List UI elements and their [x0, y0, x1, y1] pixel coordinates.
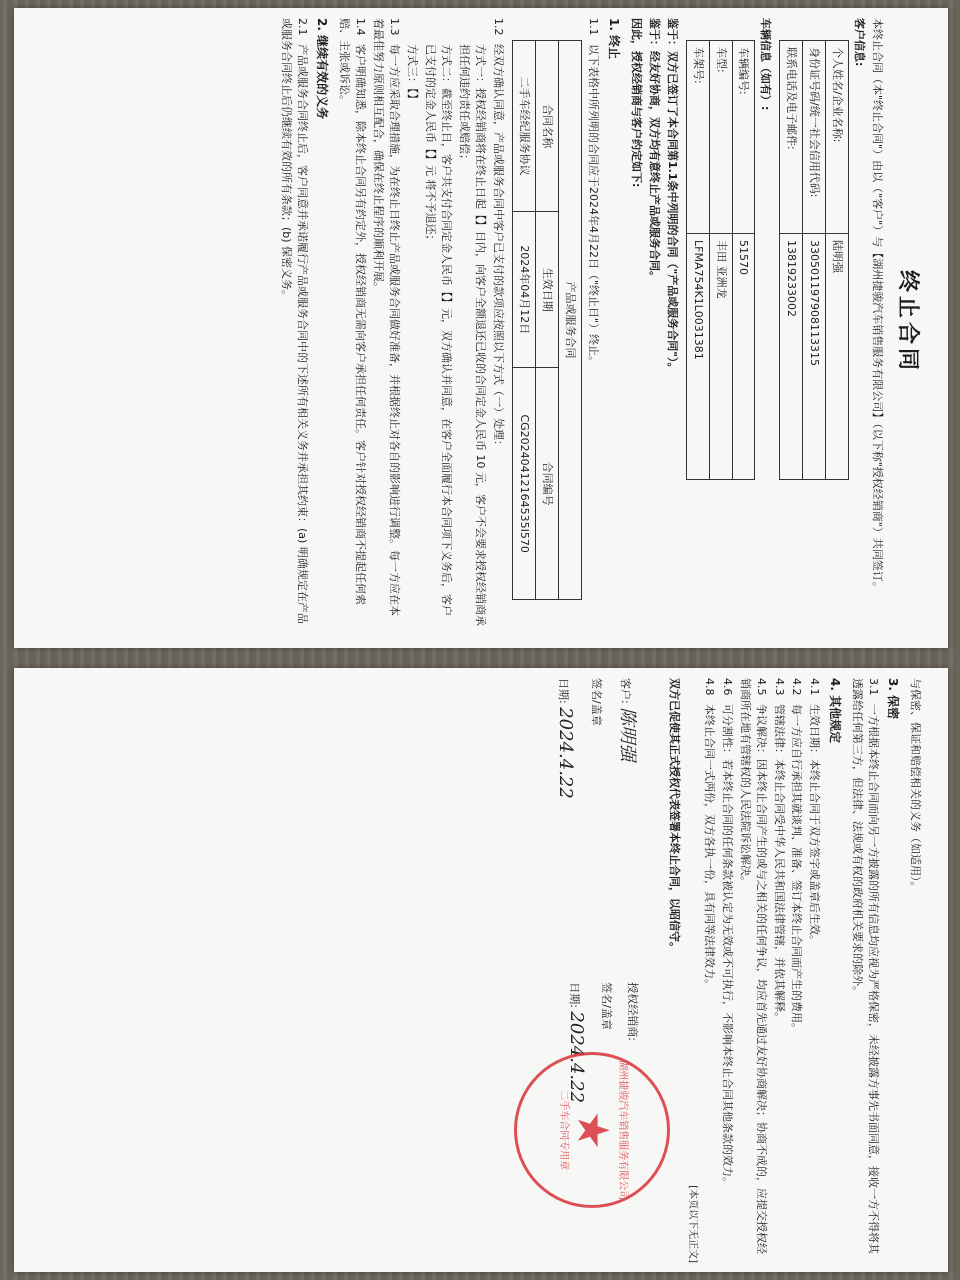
clause-4-1: 生效日期：本终止合同于双方签字或盖章后生效。 [808, 704, 822, 946]
section-1-heading: 1. 终止 [606, 18, 621, 60]
clause-1-4: 客户明确知悉，除本终止合同另有约定外，授权经销商无需向客户承担任何责任。客户针对授权经销商不提起任何索赔、主张或诉讼。 [338, 18, 368, 605]
table-row: 产品或服务合同 [558, 41, 581, 600]
page-2-content: 与保密、保证和赔偿相关的义务（如适用）。 3. 保密 3.1一方根据本终止合同而向另一方披露的所有信息均应视为严格保密，未经披露方事先书面同意，接收一方不得将其透露给任何第三方，但法律、法规或有权的政府机关要求的除外。 4. 其他规定 4.1生效日期：本终止合同于双方签字或盖章后生效。 4.2每一方应自行承担其就谈判、准备、签订本终止合同而产生的费用。 4.3管辖法律：本终止合同受中华人民共和国法律管辖，并依其解释。 4.5争议解决：因本终止合同产生的或与之相关的任何争议，均应首先通过友好协商解决；协商不成的，应提交授权经销商所在地有管辖权的人民法院诉讼解决。 4.6可分割性：若本终止合同的任何条款被认定为无效或不可执行，不影响本终止合同其他条款的效力。 4.8本终止合同一式两份，双方各执一份，具有同等法律效力。 [本页以下无正文] 双方已促使其正式授权代表签署本终止合同，以昭信守。 客户: 陈明强 签名/盖章 日期: 2024.4.22 授权经销商: 签名/盖章 日期: 2024.4.22 湖州捷骏汽车销售服务有限公司 ★ 二手车合同专用章 [20, 678, 925, 1263]
company-seal: 湖州捷骏汽车销售服务有限公司 ★ 二手车合同专用章 [514, 1052, 670, 1208]
clause-2-1: 产品或服务合同终止后，客户同意并承诺履行产品或服务合同中的下述所有相关义务并承担其约束：(a) 明确规定在产品或服务合同终止后仍继续有效的所有条款；(b) 保密义务。 [280, 18, 309, 624]
customer-signature-block [542, 678, 650, 959]
table-row: 合同名称 生效日期 合同编号 [535, 41, 558, 600]
no-text-note: [本页以下无正文] [686, 1185, 698, 1263]
table-row: 二手车经纪服务协议 2024年04月12日 CG20240412164535I570 [512, 41, 535, 600]
customer-signature: 陈明强 [617, 707, 639, 762]
customer-heading: 客户信息: [853, 18, 867, 67]
customer-label: 客户: [619, 678, 633, 704]
table-row: 车辆编号: 51570 [732, 41, 755, 480]
clause-4-8: 本终止合同一式两份，双方各执一份，具有同等法律效力。 [702, 704, 716, 990]
dealer-date: 2024.4.22 [565, 1011, 587, 1104]
whereas-1: 鉴于：双方已签订了本合同第1.1条中列明的合同（"产品或服务合同"）。 [665, 18, 679, 374]
contract-table [512, 40, 582, 600]
dealer-sign-label: 签名/盖章 [600, 982, 614, 1030]
whereas-3: 因此，授权经销商与客户约定如下: [629, 18, 643, 188]
table-row: 车型: 丰田 亚洲龙 [709, 41, 732, 480]
continued-text: 与保密、保证和赔偿相关的义务（如适用）。 [909, 678, 922, 893]
clause-1-2-option-2: 方式二：截至终止日，客户共支付合同定金人民币【】元，双方确认并同意，在客户全面履行本合同项下义务后，客户已支付的定金人民币【】元 将不予退还； [423, 44, 453, 616]
clause-1-2: 经双方确认同意，产品或服务合同中客户已支付的款项应按照以下方式（一）处理： [491, 44, 505, 451]
table-row: 车架号: LFMA754K1L0031381 [686, 41, 709, 480]
signature-section [542, 678, 650, 1263]
section-2-heading: 2. 继续有效的义务 [315, 18, 330, 120]
section-3-heading: 3. 保密 [886, 678, 901, 720]
clause-4-2: 每一方应自行承担其就谈判、准备、签订本终止合同而产生的费用。 [790, 704, 804, 1034]
clause-4-6: 可分割性：若本终止合同的任何条款被认定为无效或不可执行，不影响本终止合同其他条款的效力。 [720, 704, 734, 1188]
dealer-date-label: 日期: [567, 982, 581, 1008]
intro-text: 本终止合同（本"终止合同"）由以（"客户"）与【湖州捷骏汽车销售服务有限公司】（以下称"授权经销商"）共同签订。 [871, 18, 885, 593]
dealer-label: 授权经销商: [626, 982, 640, 1041]
dealer-signature-block [542, 982, 650, 1263]
table-row: 联系电话及电子邮件: 13819233002 [780, 41, 803, 480]
table-row: 个人姓名/企业名称: 陆明强 [826, 41, 849, 480]
whereas-2: 鉴于：经友好协商，双方均有意终止产品或服务合同。 [647, 18, 661, 282]
table-row: 身份证号码/统一社会信用代码: 330501197908113315 [803, 41, 826, 480]
vehicle-heading: 车辆信息（如有）: [759, 18, 773, 111]
customer-info-table [779, 40, 849, 480]
section-4-heading: 4. 其他规定 [827, 678, 842, 744]
clause-1-2-option-1: 方式一：授权经销商将在终止日起【】日内，向客户全额退还已收的合同定金人民币 10 元，客户不会要求授权经销商承担任何违约责任或赔偿； [457, 44, 487, 626]
clause-1-2-option-3: 方式三：【】 [406, 44, 420, 105]
clause-4-3: 管辖法律：本终止合同受中华人民共和国法律管辖，并依其解释。 [772, 704, 786, 1023]
closing-statement: 双方已促使其正式授权代表签署本终止合同，以昭信守。 [668, 678, 682, 953]
document-title: 终止合同 [895, 269, 920, 374]
customer-date: 2024.4.22 [555, 707, 577, 799]
clause-3-1: 一方根据本终止合同而向另一方披露的所有信息均应视为严格保密，未经披露方事先书面同意，接收一方不得将其透露给任何第三方，但法律、法规或有权的政府机关要求的除外。 [850, 678, 880, 1254]
star-icon: ★ [567, 1110, 619, 1150]
customer-date-label: 日期: [557, 678, 571, 704]
page-1-content: 终止合同 本终止合同（本"终止合同"）由以（"客户"）与【湖州捷骏汽车销售服务有限公司】（以下称"授权经销商"）共同签订。 客户信息: 个人姓名/企业名称: 陆明强 身份证号码/统一社会信用代码: 330501197908113315 联系电话及电子邮件: 13819233002 车辆信息（如有）: 车辆编号: 51570 车型: 丰田 亚洲龙 车架号: LFMA754K1L0031381 鉴于：双方已签订了本合同第1.1条中列明的合同（"产品或服务合同"）。 鉴于：经友好协商，双方均有意终止产品或服务合同。 因此，授权经销商与客户约定如下: 1. 终止 1.1以下表格中所列明的合同应于2024年4月22日（"终止日"）终止。 产品或服务合同 合同名称 生效日期 合同编号 二手车经纪服务协议 2024年04月12日 CG20240412164535I570 1.2经双方确认同意，产品或服务合同中客户已支付的款项应按照以下方式（一）处理： 方式一：授权经销商将在终止日起【】日内，向客户全额退还已收的合同定金人民币 10 元，客户不会要求授权经销商承担任何违约责任或赔偿； 方式二：截至终止日，客户共支付合同定金人民币【】元，双方确认并同意，在客户全面履行本合同项下义务后，客户已支付的定金人民币【】元 将不予退还； 方式三：【】 1.3每一方应采取合理措施，为在终止日终止产品或服务合同做好准备，并根据终止对各自的影响进行调整。每一方应在本着最佳努力原则相互配合，确保在终止程序的顺利开展。 1.4客户明确知悉，除本终止合同另有约定外，授权经销商无需向客户承担任何责任。客户针对授权经销商不提起任何索赔、主张或诉讼。 2. 继续有效的义务 2.1产品或服务合同终止后，客户同意并承诺履行产品或服务合同中的下述所有相关义务并承担其约束：(a) 明确规定在产品或服务合同终止后仍继续有效的所有条款；(b) 保密义务。 [20, 18, 925, 626]
customer-sign-label: 签名/盖章 [590, 678, 604, 726]
vehicle-info-table [686, 40, 756, 480]
clause-1-3: 每一方应采取合理措施，为在终止日终止产品或服务合同做好准备，并根据终止对各自的影响进行调整。每一方应在本着最佳努力原则相互配合，确保在终止程序的顺利开展。 [372, 18, 402, 616]
clause-1-1: 以下表格中所列明的合同应于2024年4月22日（"终止日"）终止。 [587, 44, 601, 368]
clause-4-5: 争议解决：因本终止合同产生的或与之相关的任何争议，均应首先通过友好协商解决；协商不成的，应提交授权经销商所在地有管辖权的人民法院诉讼解决。 [738, 678, 768, 1254]
